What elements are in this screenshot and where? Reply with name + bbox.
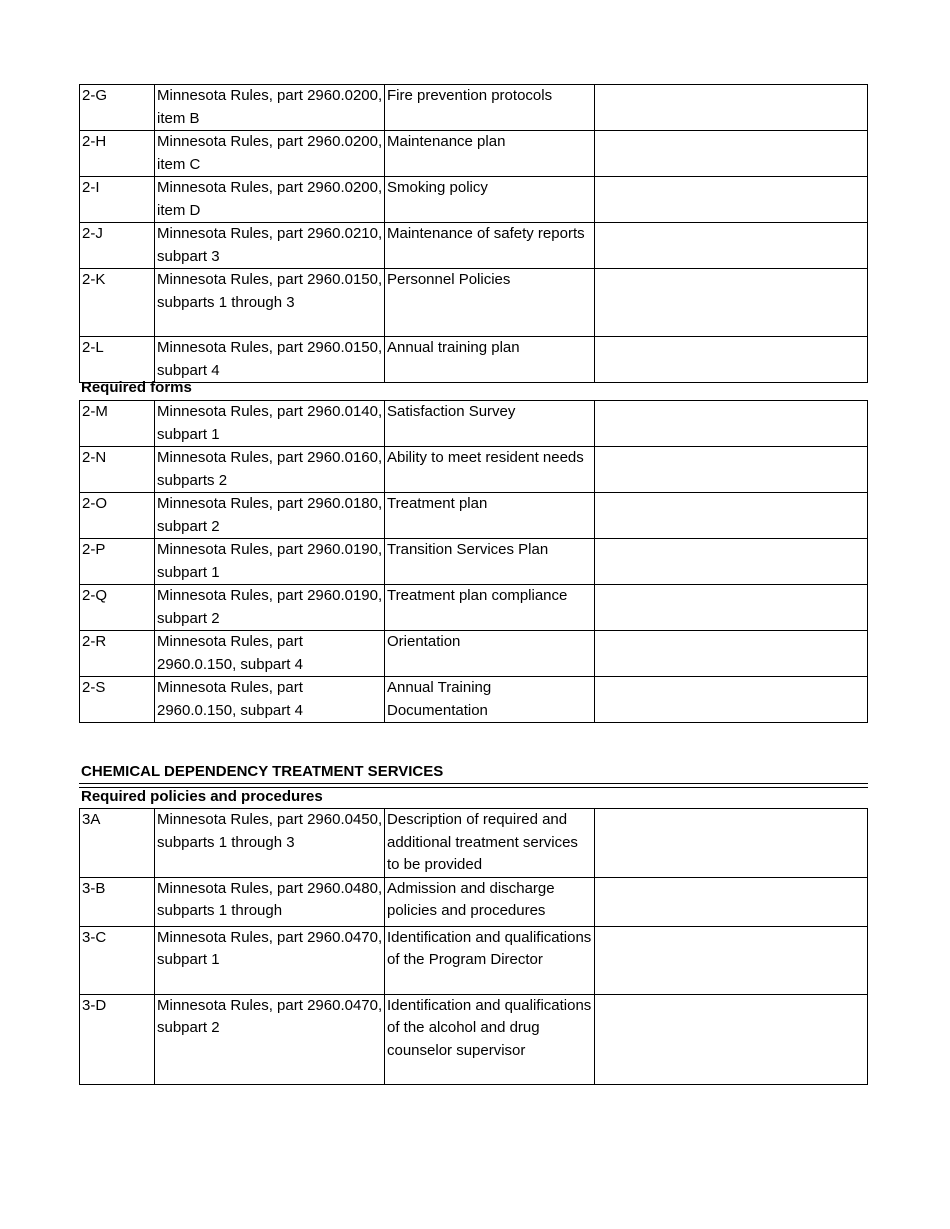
requirement-topic: Annual training plan [385, 337, 595, 383]
row-id: 2-Q [80, 585, 155, 631]
required-policies-heading: Required policies and procedures [81, 788, 323, 805]
table-row [80, 177, 868, 223]
rule-citation: Minnesota Rules, part 2960.0450, subparts 1 through 3 [155, 809, 385, 878]
rule-citation: Minnesota Rules, part 2960.0470, subpart 2 [155, 994, 385, 1084]
requirement-topic: Satisfaction Survey [385, 401, 595, 447]
notes-cell [595, 994, 868, 1084]
requirement-topic: Transition Services Plan [385, 539, 595, 585]
table-row [80, 877, 868, 926]
table-row [80, 269, 868, 337]
row-id: 2-S [80, 677, 155, 723]
notes-cell [595, 677, 868, 723]
table-row [80, 85, 868, 131]
notes-cell [595, 177, 868, 223]
requirement-topic: Maintenance of safety reports [385, 223, 595, 269]
requirement-topic: Smoking policy [385, 177, 595, 223]
notes-cell [595, 447, 868, 493]
cd-treatment-policies-table [79, 808, 868, 1085]
notes-cell [595, 337, 868, 383]
requirement-topic: Description of required and additional treatment services to be provided [385, 809, 595, 878]
row-id: 2-M [80, 401, 155, 447]
rule-citation: Minnesota Rules, part 2960.0160, subparts 2 [155, 447, 385, 493]
requirement-topic: Identification and qualifications of the Program Director [385, 926, 595, 994]
rule-citation: Minnesota Rules, part 2960.0480, subparts 1 through [155, 877, 385, 926]
row-id: 3-B [80, 877, 155, 926]
notes-cell [595, 877, 868, 926]
row-id: 3A [80, 809, 155, 878]
table-row [80, 337, 868, 383]
rule-citation: Minnesota Rules, part 2960.0150, subpart 4 [155, 337, 385, 383]
required-forms-heading: Required forms [81, 379, 192, 396]
table-row [80, 677, 868, 723]
policies-table-continued [79, 84, 868, 383]
rule-citation: Minnesota Rules, part 2960.0210, subpart 3 [155, 223, 385, 269]
table-row [80, 493, 868, 539]
requirement-topic: Identification and qualifications of the alcohol and drug counselor supervisor [385, 994, 595, 1084]
notes-cell [595, 85, 868, 131]
requirement-topic: Personnel Policies [385, 269, 595, 337]
row-id: 2-O [80, 493, 155, 539]
notes-cell [595, 926, 868, 994]
rule-citation: Minnesota Rules, part 2960.0190, subpart 2 [155, 585, 385, 631]
table-row [80, 401, 868, 447]
row-id: 2-J [80, 223, 155, 269]
rule-citation: Minnesota Rules, part 2960.0.150, subpart 4 [155, 631, 385, 677]
row-id: 2-I [80, 177, 155, 223]
table-row [80, 926, 868, 994]
rule-citation: Minnesota Rules, part 2960.0140, subpart 1 [155, 401, 385, 447]
rule-citation: Minnesota Rules, part 2960.0470, subpart 1 [155, 926, 385, 994]
row-id: 3-D [80, 994, 155, 1084]
notes-cell [595, 631, 868, 677]
row-id: 2-P [80, 539, 155, 585]
table-row [80, 223, 868, 269]
notes-cell [595, 809, 868, 878]
rule-citation: Minnesota Rules, part 2960.0200, item B [155, 85, 385, 131]
row-id: 2-L [80, 337, 155, 383]
requirement-topic: Annual Training Documentation [385, 677, 595, 723]
row-id: 2-R [80, 631, 155, 677]
rule-citation: Minnesota Rules, part 2960.0190, subpart 1 [155, 539, 385, 585]
table-row [80, 631, 868, 677]
rule-citation: Minnesota Rules, part 2960.0.150, subpart 4 [155, 677, 385, 723]
row-id: 3-C [80, 926, 155, 994]
row-id: 2-N [80, 447, 155, 493]
notes-cell [595, 585, 868, 631]
notes-cell [595, 493, 868, 539]
notes-cell [595, 539, 868, 585]
notes-cell [595, 269, 868, 337]
table-row [80, 131, 868, 177]
table-row [80, 994, 868, 1084]
rule-citation: Minnesota Rules, part 2960.0200, item D [155, 177, 385, 223]
table-row [80, 447, 868, 493]
requirement-topic: Maintenance plan [385, 131, 595, 177]
section-title: CHEMICAL DEPENDENCY TREATMENT SERVICES [81, 763, 444, 780]
row-id: 2-G [80, 85, 155, 131]
requirement-topic: Admission and discharge policies and procedures [385, 877, 595, 926]
notes-cell [595, 131, 868, 177]
rule-citation: Minnesota Rules, part 2960.0150, subparts 1 through 3 [155, 269, 385, 337]
rule-citation: Minnesota Rules, part 2960.0200, item C [155, 131, 385, 177]
required-forms-table [79, 400, 868, 723]
requirement-topic: Ability to meet resident needs [385, 447, 595, 493]
table-row [80, 809, 868, 878]
table-row [80, 539, 868, 585]
rule-citation: Minnesota Rules, part 2960.0180, subpart 2 [155, 493, 385, 539]
table-row [80, 585, 868, 631]
row-id: 2-H [80, 131, 155, 177]
notes-cell [595, 223, 868, 269]
row-id: 2-K [80, 269, 155, 337]
requirement-topic: Treatment plan [385, 493, 595, 539]
requirement-topic: Orientation [385, 631, 595, 677]
requirement-topic: Fire prevention protocols [385, 85, 595, 131]
requirement-topic: Treatment plan compliance [385, 585, 595, 631]
notes-cell [595, 401, 868, 447]
